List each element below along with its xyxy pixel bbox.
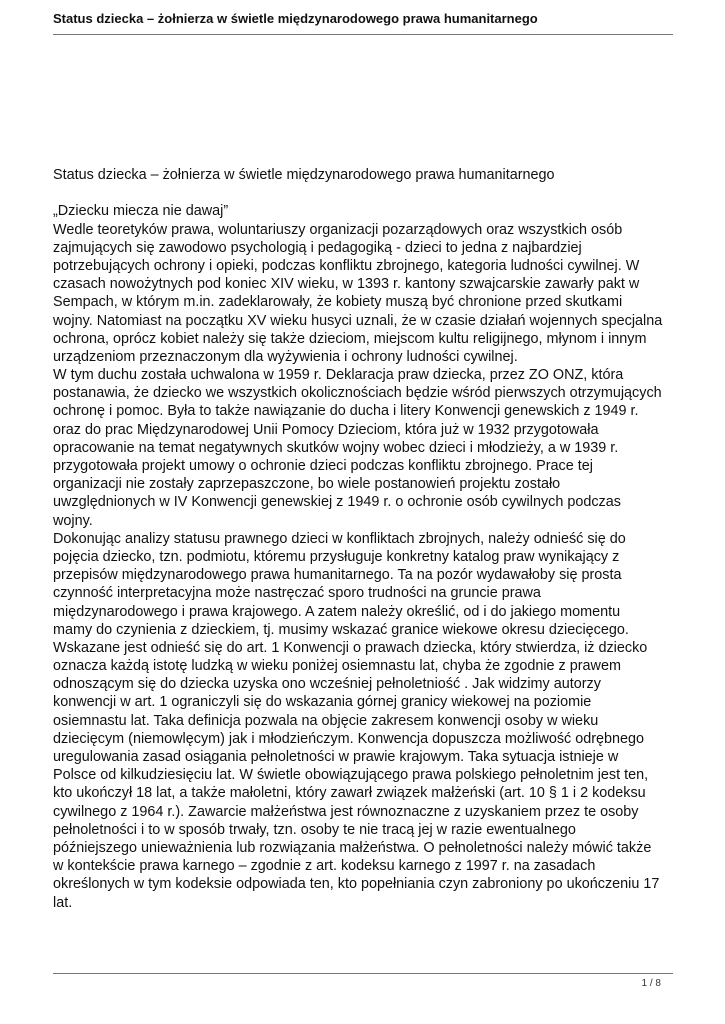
running-header: Status dziecka – żołnierza w świetle międzynarodowego prawa humanitarnego [53,11,538,26]
text-line: w kontekście prawa karnego – zgodnie z art. kodeksu karnego z 1997 r. na zasadach [53,858,596,875]
text-line: osiemnastu lat. Taka definicja pozwala na objęcie zakresem konwencji osoby w wieku [53,712,599,729]
page-number: 1 / 8 [641,978,661,989]
text-line: Polsce od kilkudziesięciu lat. W świetle obowiązującego prawa polskiego pełnoletnim jest ten, [53,767,649,784]
text-line: odnoszącym się do dziecka uzyska ono wcześniej pełnoletniość . Jak widzimy autorzy [53,676,601,693]
text-line: zajmujących się zawodowo psychologią i pedagogiką - dzieci to jedna z najbardziej [53,239,582,256]
header-divider [53,34,673,35]
text-line: mamy do czynienia z dzieckiem, tj. musimy wskazać granice wiekowe okresu dziecięcego. [53,621,629,638]
spacer [53,184,677,202]
text-line: wojny. [53,512,93,529]
text-line: organizacji nie zostały zaprzepaszczone, bo wiele postanowień projektu zostało [53,476,561,493]
text-line: przygotowała projekt umowy o ochronie dzieci podczas konfliktu zbrojnego. Prace tej [53,458,593,474]
text-line: ochronę i pomoc. Była to także nawiązanie do ducha i litery Konwencji genewskich z 1949 r. [53,403,639,420]
text-line: pełnoletności i to w sposób trwały, tzn. osoby te nie tracą jej w razie ewentualnego [53,821,576,838]
text-line: ochrona, oprócz kobiet należy się także dzieciom, miejscom kultu religijnego, młynom i innym [53,330,647,347]
text-line: uwzględnionych w IV Konwencji genewskiej z 1949 r. o ochronie osób cywilnych podczas [53,494,621,511]
text-line: międzynarodowego i prawa krajowego. A zatem należy określić, od i do jakiego momentu [53,603,621,620]
document-title: Status dziecka – żołnierza w świetle międzynarodowego prawa humanitarnego [53,167,555,183]
footer-divider [53,973,673,974]
text-line: czasach nowożytnych pod koniec XIV wieku, w 1393 r. kantony szwajcarskie zawarły pakt w [53,276,640,293]
text-line: potrzebujących ochrony i opieki, podczas konfliktu zbrojnego, kategoria ludności cywilnej. W [53,257,640,274]
text-line: dziecięcym (niemowlęcym) jak i młodzieńczym. Konwencja dopuszcza możliwość odrębnego [53,730,645,747]
text-line: określonych w tym kodeksie odpowiada ten, kto popełniania czyn zabroniony po ukończeniu 17 [53,876,660,893]
text-line: Wedle teoretyków prawa, woluntariuszy organizacji pozarządowych oraz wszystkich osób [53,221,623,238]
text-line: postanawia, że dziecko we wszystkich okolicznościach będzie wśród pierwszych otrzymujących [53,385,662,402]
text-line: uregulowania zasad osiągania pełnoletności w prawie krajowym. Taka sytuacja istnieje w [53,749,619,765]
document-body [53,166,677,912]
text-line: oraz do prac Międzynarodowej Unii Pomocy Dzieciom, która już w 1932 przygotowała [53,421,599,438]
text-line: późniejszego unieważnienia lub rozwiązania małżeństwa. O pełnoletności należy mówić także [53,839,652,856]
text-line: Sempach, w którym m.in. zadeklarowały, że kobiety muszą być chronione przed skutkami [53,294,623,311]
text-line: kto ukończył 18 lat, a także małoletni, który zawarł związek małżeński (art. 10 § 1 i 2 kodeksu [53,785,646,802]
text-line: cywilnego z 1964 r.). Zawarcie małżeństwa jest równoznaczne z uzyskaniem przez te osoby [53,803,639,820]
text-line: czynność interpretacyjna może nastręczać sporo trudności na gruncie prawa [53,585,541,602]
text-line: Dokonując analizy statusu prawnego dzieci w konfliktach zbrojnych, należy odnieść się do [53,530,626,547]
text-line: pojęcia dziecko, tzn. podmiotu, któremu przysługuje konkretny katalog praw wynikający z [53,548,620,565]
text-line: W tym duchu została uchwalona w 1959 r. Deklaracja praw dziecka, przez ZO ONZ, która [53,367,624,384]
text-line: lat. [53,894,73,911]
text-line: oznacza każdą istotę ludzką w wieku poniżej osiemnastu lat, chyba że zgodnie z prawem [53,658,621,675]
text-line: wojny. Natomiast na początku XV wieku husyci uznali, że w czasie działań wojennych specjalna [53,312,663,329]
text-line: konwencji w art. 1 ograniczyli się do wskazania górnej granicy wiekowej na poziomie [53,694,592,711]
text-line: przepisów międzynarodowego prawa humanitarnego. Ta na pozór wydawałoby się prosta [53,567,622,584]
text-line: Wskazane jest odnieść się do art. 1 Konwencji o prawach dziecka, który stwierdza, iż dziecko [53,639,648,656]
epigraph: „Dziecku miecza nie dawaj” [53,203,229,220]
text-line: urządzeniom przeznaczonym dla wyżywienia i ochrony ludności cywilnej. [53,348,518,365]
body-text [53,221,677,912]
text-line: opracowanie na temat negatywnych skutków wojny wobec dzieci i młodzieży, a w 1939 r. [53,439,619,456]
